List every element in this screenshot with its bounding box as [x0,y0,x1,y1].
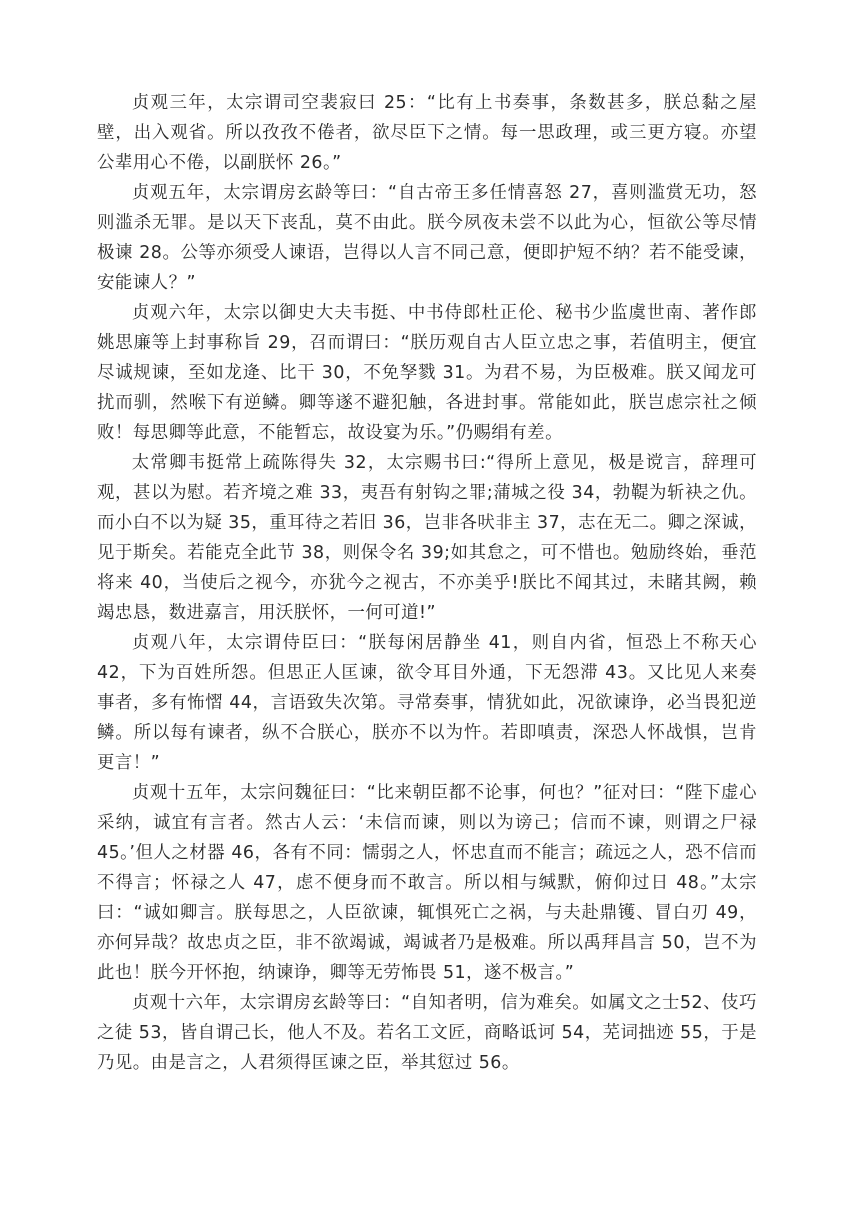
paragraph: 贞观六年，太宗以御史大夫韦挺、中书侍郎杜正伦、秘书少监虞世南、著作郎姚思廉等上封事称旨 29，召而谓曰：“朕历观自古人臣立忠之事，若值明主，便宜尽诚规谏，至如龙逄、比干 30，不免孥戮 31。为君不易，为臣极难。朕又闻龙可扰而驯，然喉下有逆鳞。卿等遂不避犯触，各进封事。常能如此，朕岂虑宗社之倾败！每思卿等此意，不能暂忘，故设宴为乐。”仍赐绢有差。 [97,303,757,443]
paragraph: 贞观十五年，太宗问魏征曰：“比来朝臣都不论事，何也？”征对曰：“陛下虚心采纳，诚宜有言者。然古人云：‘未信而谏，则以为谤己；信而不谏，则谓之尸禄 45。’但人之材器 46，各有不同：懦弱之人，怀忠直而不能言；疏远之人，恐不信而不得言；怀禄之人 47，虑不便身而不敢言。所以相与缄默，俯仰过日 48。”太宗曰：“诚如卿言。朕每思之，人臣欲谏，辄惧死亡之祸，与夫赴鼎镬、冒白刃 49，亦何异哉？故忠贞之臣，非不欲竭诚，竭诚者乃是极难。所以禹拜昌言 50，岂不为此也！朕今开怀抱，纳谏诤，卿等无劳怖畏 51，遂不极言。” [97,783,757,983]
paragraph: 贞观八年，太宗谓侍臣曰：“朕每闲居静坐 41，则自内省，恒恐上不称天心 42，下为百姓所怨。但思正人匡谏，欲令耳目外通，下无怨滞 43。又比见人来奏事者，多有怖慴 44，言语致失次第。寻常奏事，情犹如此，况欲谏诤，必当畏犯逆鳞。所以每有谏者，纵不合朕心，朕亦不以为忤。若即嗔责，深恐人怀战惧，岂肯更言！” [97,633,757,773]
paragraph: 太常卿韦挺常上疏陈得失 32，太宗赐书曰:“得所上意见，极是谠言，辞理可观，甚以为慰。若齐境之难 33，夷吾有射钩之罪;蒲城之役 34，勃鞮为斩袂之仇。而小白不以为疑 35，重耳待之若旧 36，岂非各吠非主 37，志在无二。卿之深诚，见于斯矣。若能克全此节 38，则保令名 39;如其怠之，可不惜也。勉励终始，垂范将来 40，当使后之视今，亦犹今之视古，不亦美乎!朕比不闻其过，未睹其阙，赖竭忠恳，数进嘉言，用沃朕怀，一何可道!” [97,453,757,623]
paragraph: 贞观十六年，太宗谓房玄龄等曰：“自知者明，信为难矣。如属文之士52、伎巧之徒 53，皆自谓己长，他人不及。若名工文匠，商略诋诃 54，芜词拙迹 55，于是乃见。由是言之，人君须得匡谏之臣，举其愆过 56。 [97,993,757,1073]
paragraph: 贞观五年，太宗谓房玄龄等曰：“自古帝王多任情喜怒 27，喜则滥赏无功，怒则滥杀无罪。是以天下丧乱，莫不由此。朕今夙夜未尝不以此为心，恒欲公等尽情极谏 28。公等亦须受人谏语，岂得以人言不同己意，便即护短不纳？若不能受谏，安能谏人？” [97,183,757,293]
document-body [97,88,757,1078]
paragraph: 贞观三年，太宗谓司空裴寂曰 25：“比有上书奏事，条数甚多，朕总黏之屋壁，出入观省。所以孜孜不倦者，欲尽臣下之情。每一思政理，或三更方寝。亦望公辈用心不倦，以副朕怀 26。” [97,93,757,173]
